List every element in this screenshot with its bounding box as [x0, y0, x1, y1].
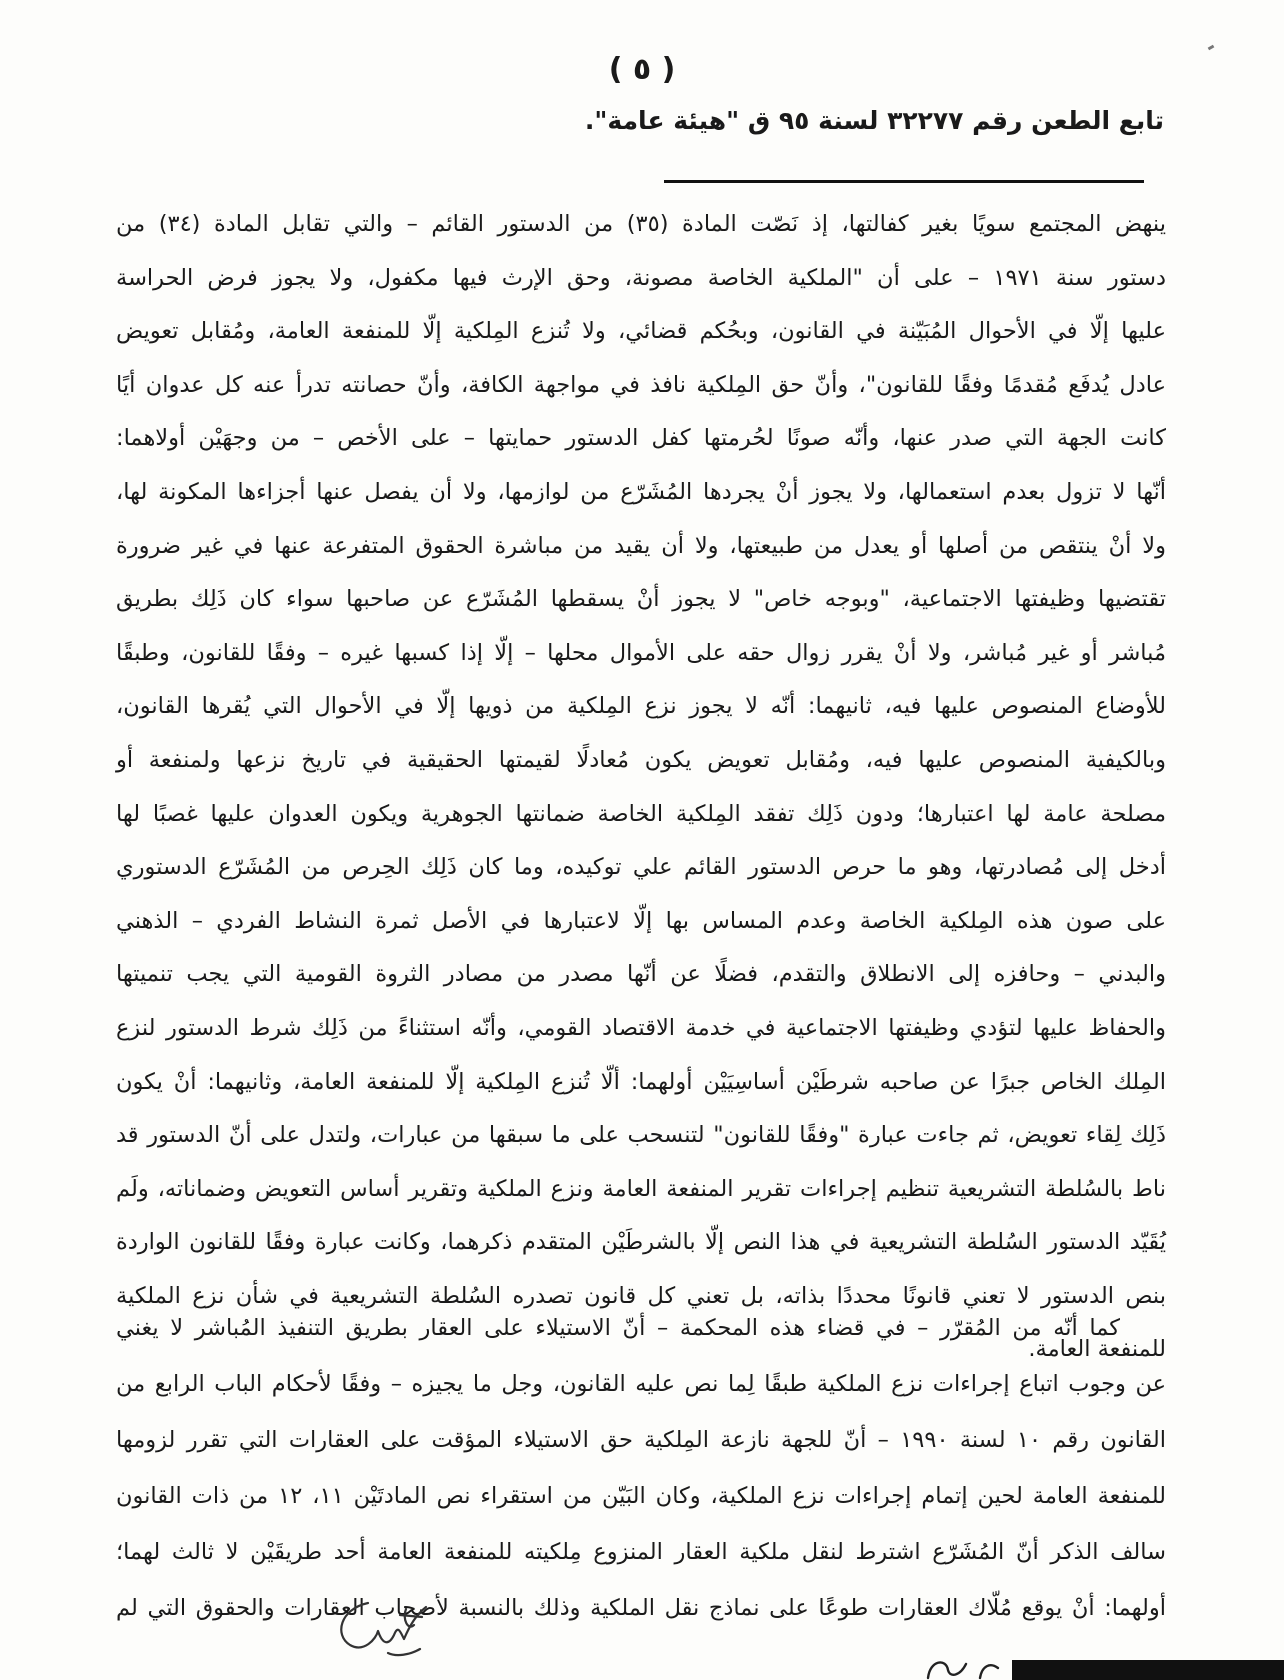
case-reference-heading: تابع الطعن رقم ٣٢٢٧٧ لسنة ٩٥ ق "هيئة عامة".: [584, 106, 1164, 135]
text-line: للمنفعة العامة لحين إتمام إجراءات نزع الملكية، وكان البَيّن من استقراء نص المادتَيْن ١١، ١٢ من ذات القانون: [116, 1483, 1167, 1509]
text-line: أولهما: أنْ يوقع مُلّاك العقارات طوعًا على نماذج نقل الملكية وذلك بالنسبة لأصحاب العقارات والحقوق التي لم: [116, 1595, 1166, 1621]
text-line: سالف الذكر أنّ المُشَرّع اشترط لنقل ملكية العقار المنزوع مِلكيته للمنفعة العامة أحد طريقَيْن لا ثالث لهما؛: [116, 1539, 1166, 1565]
text-line: مُباشر أو غير مُباشر، ولا أنْ يقرر زوال حقه على الأموال محلها – إلّا إذا كسبها غيره – وفقًا للقانون، وطبقًا: [116, 639, 1166, 666]
text-line: دستور سنة ١٩٧١ – على أن "الملكية الخاصة مصونة، وحق الإرث فيها مكفول، ولا يجوز فرض الحراسة: [116, 264, 1166, 291]
text-line: كانت الجهة التي صدر عنها، وأنّه صونًا لحُرمتها كفل الدستور حمايتها – على الأخص – من وجهَيْن أولاهما:: [116, 425, 1166, 452]
header-divider-line: [664, 180, 1144, 183]
text-line: أدخل إلى مُصادرتها، وهو ما حرص الدستور القائم علي توكيده، وما كان ذَلِك الحِرص من المُشَرّع الدستوري: [116, 854, 1166, 881]
paragraph-direct-seizure: [116, 1300, 1166, 1636]
text-line: يُقَيّد الدستور السُلطة التشريعية في هذا النص إلّا بالشرطَيْن المتقدم ذكرهما، وكانت عبارة وفقًا للقانون الواردة: [116, 1229, 1166, 1256]
text-line: مصلحة عامة لها اعتبارها؛ ودون ذَلِك تفقد المِلكية الخاصة ضمانتها الجوهرية ويكون العدوان عليها غصبًا لها: [116, 800, 1166, 827]
text-line: تقتضيها وظيفتها الاجتماعية، "وبوجه خاص" لا يجوز أنْ يسقطها المُشَرّع عن صاحبها سواء كان ذَلِك بطريق: [116, 586, 1166, 613]
text-line: عادل يُدفَع مُقدمًا وفقًا للقانون"، وأنّ حق المِلكية نافذ في مواجهة الكافة، وأنّ حصانته تدرأ عنه كل عدوان أيًا: [116, 371, 1166, 398]
page-number: ( ٥ ): [608, 52, 676, 87]
text-line: عليها إلّا في الأحوال المُبَيّنة في القانون، وبحُكم قضائي، ولا تُنزع المِلكية إلّا للمنفعة العامة، ومُقابل تعويض: [116, 318, 1166, 345]
paragraph-constitutional-protection: [116, 198, 1166, 1377]
text-line: عن وجوب اتباع إجراءات نزع الملكية طبقًا لِما نص عليه القانون، وجل ما يجيزه – وفقًا لأحكام الباب الرابع من: [116, 1371, 1166, 1397]
text-line: المِلك الخاص جبرًا عن صاحبه شرطَيْن أساسِيَيْن أولهما: ألّا تُنزع المِلكية إلّا للمنفعة العامة، وثانيهما: أنْ يكون: [116, 1068, 1166, 1095]
text-line: ناط بالسُلطة التشريعية تنظيم إجراءات تقرير المنفعة العامة ونزع الملكية وتقرير أساس التعويض وضماناته، ولَم: [116, 1175, 1166, 1202]
scan-speck: [1208, 45, 1215, 51]
text-line: أنّها لا تزول بعدم استعمالها، ولا يجوز أنْ يجردها المُشَرّع من لوازمها، ولا أن يفصل عنها أجزاءها المكونة لها،: [116, 478, 1166, 505]
text-line: والبدني – وحافزه إلى الانطلاق والتقدم، فضلًا عن أنّها مصدر من مصادر الثروة القومية التي يجب تنميتها: [116, 961, 1166, 988]
text-line: ذَلِك لِقاء تعويض، ثم جاءت عبارة "وفقًا للقانون" لتنسحب على ما سبقها من عبارات، ولتدل على أنّ الدستور قد: [116, 1122, 1166, 1149]
text-line: ولا أنْ ينتقص من أصلها أو يعدل من طبيعتها، ولا أن يقيد من مباشرة الحقوق المتفرعة عنها في غير ضرورة: [116, 532, 1166, 559]
text-line: للمنفعة العامة.: [1028, 1336, 1166, 1363]
text-line: كما أنّه من المُقرّر – في قضاء هذه المحكمة – أنّ الاستيلاء على العقار بطريق التنفيذ المُباشر لا يغني: [116, 1315, 1120, 1341]
handwritten-signature: [330, 1595, 450, 1665]
text-line: على صون هذه المِلكية الخاصة وعدم المساس بها إلّا لاعتبارها في الأصل ثمرة النشاط الفردي – الذهني: [116, 907, 1166, 934]
text-line: بنص الدستور لا تعني قانونًا محددًا بذاته، بل تعني كل قانون تصدره السُلطة التشريعية في شأن نزع الملكية: [116, 1282, 1166, 1309]
text-line: ينهض المجتمع سويًا بغير كفالتها، إذ نَصّت المادة (٣٥) من الدستور القائم – والتي تقابل المادة (٣٤) من: [116, 211, 1166, 237]
text-line: والحفاظ عليها لتؤدي وظيفتها الاجتماعية في خدمة الاقتصاد القومي، وأنّه استثناءً من ذَلِك شرط الدستور لنزع: [116, 1014, 1166, 1041]
text-line: للأوضاع المنصوص عليها فيه، ثانيهما: أنّه لا يجوز نزع المِلكية من ذويها إلّا في الأحوال التي يُقرها القانون،: [116, 693, 1166, 720]
scan-edge-shadow: [1012, 1660, 1284, 1680]
text-line: القانون رقم ١٠ لسنة ١٩٩٠ – أنّ للجهة نازعة المِلكية حق الاستيلاء المؤقت على العقارات التي تقرر لزومها: [116, 1427, 1166, 1453]
text-line: وبالكيفية المنصوص عليها فيه، ومُقابل تعويض يكون مُعادلًا لقيمتها الحقيقية في تاريخ نزعها ولمنفعة أو: [116, 746, 1166, 773]
